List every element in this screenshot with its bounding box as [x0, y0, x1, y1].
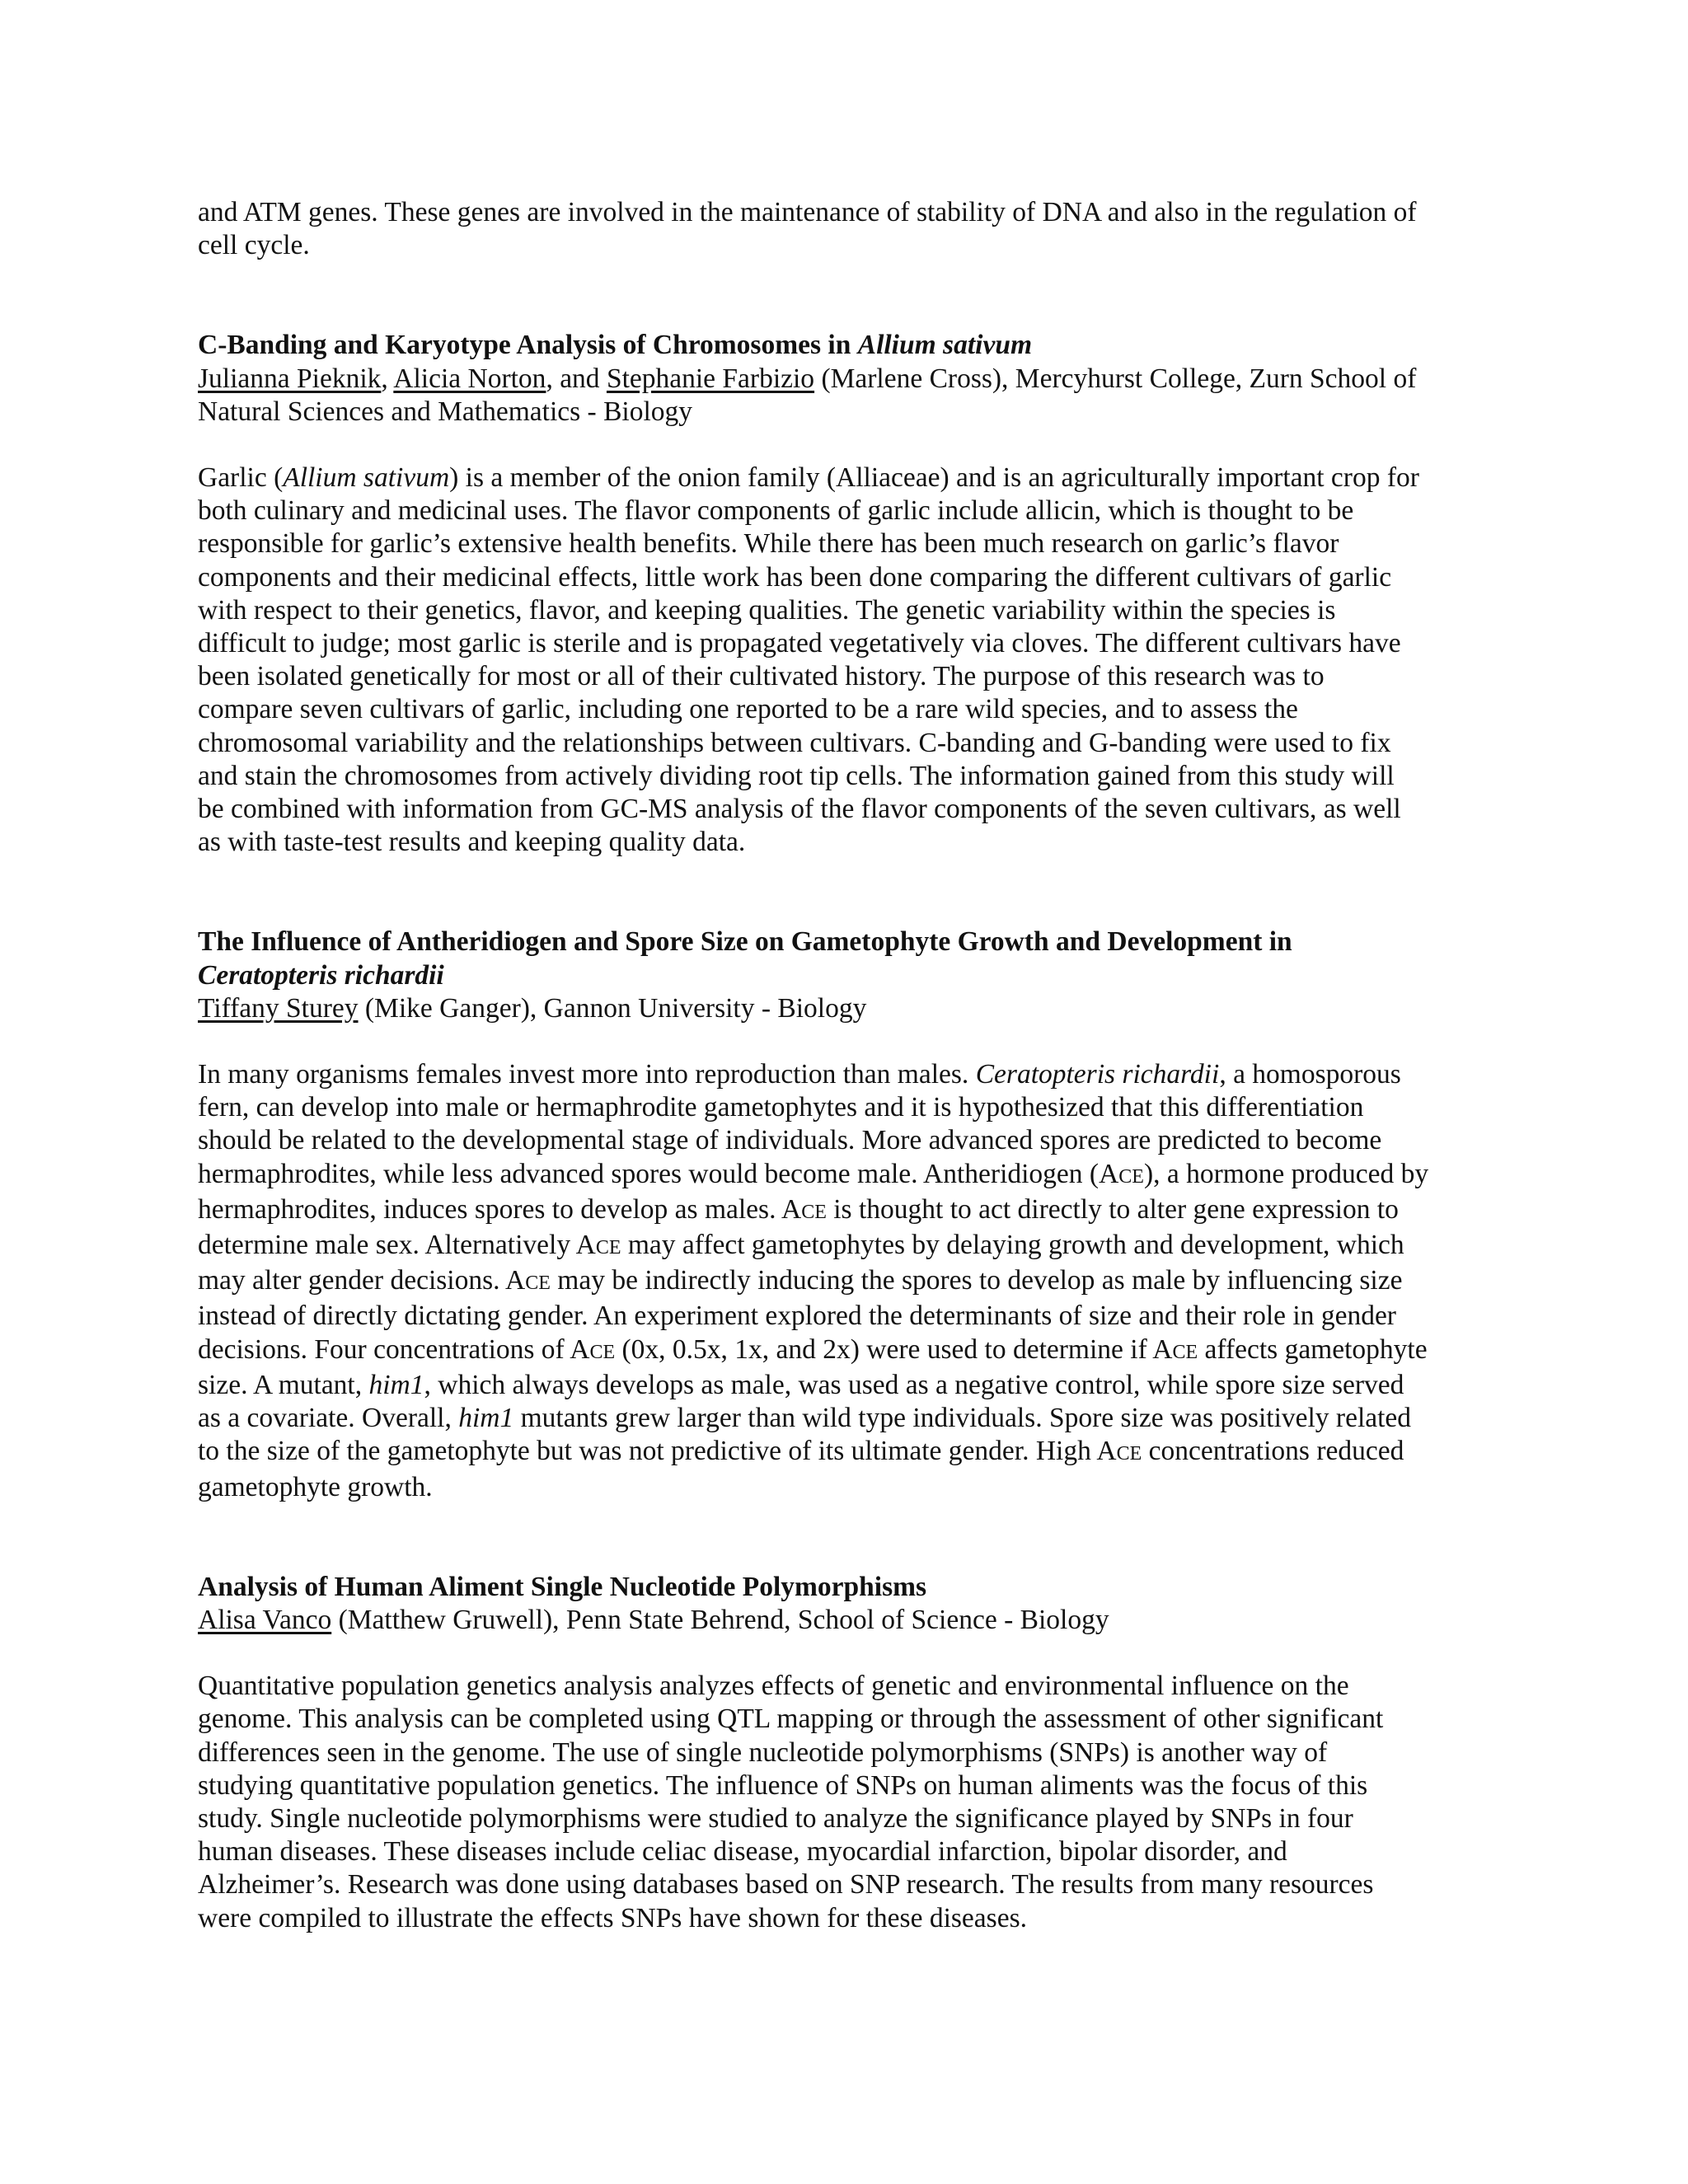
intro-line: cell cycle.	[198, 230, 310, 261]
document-page	[198, 196, 1492, 1935]
author-name: Alisa Vanco	[198, 1604, 332, 1635]
body-line: responsible for garlic’s extensive health benefits. While there has been much research on garlic’s flavor	[198, 528, 1339, 560]
abstract-garlic	[198, 329, 1492, 859]
author-line: Tiffany Sturey (Mike Ganger), Gannon University - Biology	[198, 992, 867, 1024]
body-line: both culinary and medicinal uses. The flavor components of garlic include allicin, which is thought to be	[198, 495, 1354, 527]
body-line: study. Single nucleotide polymorphisms were studied to analyze the significance played by SNPs in four	[198, 1802, 1353, 1834]
body-line: and stain the chromosomes from actively dividing root tip cells. The information gained from this study will	[198, 760, 1395, 791]
body-line: as with taste-test results and keeping quality data.	[198, 827, 746, 858]
body-line: genome. This analysis can be completed using QTL mapping or through the assessment of other significant	[198, 1704, 1384, 1735]
abstract-title: C-Banding and Karyotype Analysis of Chromosomes in Allium sativum	[198, 330, 1033, 361]
abstract-body	[198, 1058, 1492, 1504]
abstract-ceratopteris	[198, 926, 1492, 1503]
body-line: instead of directly dictating gender. An experiment explored the determinants of size and their role in gender	[198, 1301, 1396, 1332]
body-line: as a covariate. Overall, him1 mutants grew larger than wild type individuals. Spore size was positively related	[198, 1403, 1412, 1434]
author-name: Julianna Pieknik	[198, 363, 382, 394]
intro-paragraph	[198, 196, 1492, 262]
body-line: be combined with information from GC-MS analysis of the flavor components of the seven cultivars, as well	[198, 794, 1401, 825]
body-line: Garlic (Allium sativum) is a member of the onion family (Alliaceae) and is an agriculturally important crop for	[198, 462, 1419, 494]
body-line: compare seven cultivars of garlic, including one reported to be a rare wild species, and to assess the	[198, 694, 1298, 725]
abstract-snp	[198, 1571, 1492, 1935]
body-line: human diseases. These diseases include celiac disease, myocardial infarction, bipolar disorder, and	[198, 1836, 1287, 1868]
author-name: Stephanie Farbizio	[606, 363, 815, 394]
author-line: Julianna Pieknik, Alicia Norton, and Stephanie Farbizio (Marlene Cross), Mercyhurst College, Zurn School of	[198, 363, 1417, 394]
author-line: Alisa Vanco (Matthew Gruwell), Penn State Behrend, School of Science - Biology	[198, 1604, 1109, 1635]
body-line: hermaphrodites, while less advanced spores would become male. Antheridiogen (ACE), a hormone produced by	[198, 1158, 1429, 1189]
body-line: should be related to the developmental stage of individuals. More advanced spores are predicted to become	[198, 1125, 1382, 1156]
affiliation-line: Natural Sciences and Mathematics - Biology	[198, 396, 693, 427]
body-line: components and their medicinal effects, little work has been done comparing the different cultivars of garlic	[198, 561, 1392, 593]
body-line: decisions. Four concentrations of ACE (0x, 0.5x, 1x, and 2x) were used to determine if ACE affects gametophyte	[198, 1333, 1428, 1365]
abstract-title: Analysis of Human Aliment Single Nucleotide Polymorphisms	[198, 1571, 927, 1602]
body-line: differences seen in the genome. The use of single nucleotide polymorphisms (SNPs) is another way of	[198, 1736, 1328, 1768]
body-line: Alzheimer’s. Research was done using databases based on SNP research. The results from many resources	[198, 1869, 1374, 1900]
intro-line: and ATM genes. These genes are involved in the maintenance of stability of DNA and also in the regulation of	[198, 197, 1417, 227]
abstract-body	[198, 1670, 1492, 1935]
body-line: chromosomal variability and the relationships between cultivars. C-banding and G-banding were used to fix	[198, 727, 1391, 758]
body-line: Quantitative population genetics analysis analyzes effects of genetic and environmental influence on the	[198, 1671, 1349, 1702]
abstract-body	[198, 462, 1492, 859]
body-line: been isolated genetically for most or all of their cultivated history. The purpose of this research was to	[198, 661, 1325, 692]
body-line: to the size of the gametophyte but was not predictive of its ultimate gender. High ACE concentrations reduced	[198, 1436, 1404, 1467]
body-line: size. A mutant, him1, which always develops as male, was used as a negative control, while spore size served	[198, 1369, 1404, 1400]
body-line: difficult to judge; most garlic is sterile and is propagated vegetatively via cloves. The different cultivars have	[198, 628, 1401, 659]
body-line: may alter gender decisions. ACE may be indirectly inducing the spores to develop as male by influencing size	[198, 1265, 1403, 1296]
body-line: hermaphrodites, induces spores to develop as males. ACE is thought to act directly to alter gene expression to	[198, 1193, 1399, 1225]
body-line: In many organisms females invest more into reproduction than males. Ceratopteris richardii, a homosporous	[198, 1059, 1401, 1090]
body-line: were compiled to illustrate the effects SNPs have shown for these diseases.	[198, 1902, 1027, 1933]
body-line: with respect to their genetics, flavor, and keeping qualities. The genetic variability within the species is	[198, 594, 1336, 626]
abstract-title: The Influence of Antheridiogen and Spore Size on Gametophyte Growth and Development in	[198, 926, 1292, 958]
author-name: Alicia Norton	[393, 363, 546, 394]
body-line: fern, can develop into male or hermaphrodite gametophytes and it is hypothesized that this differentiation	[198, 1092, 1364, 1123]
author-name: Tiffany Sturey	[198, 992, 359, 1024]
abstract-title-species: Ceratopteris richardii	[198, 959, 444, 991]
body-line: gametophyte growth.	[198, 1471, 433, 1502]
body-line: studying quantitative population genetics. The influence of SNPs on human aliments was the focus of this	[198, 1769, 1368, 1801]
body-line: determine male sex. Alternatively ACE may affect gametophytes by delaying growth and development, which	[198, 1230, 1404, 1261]
